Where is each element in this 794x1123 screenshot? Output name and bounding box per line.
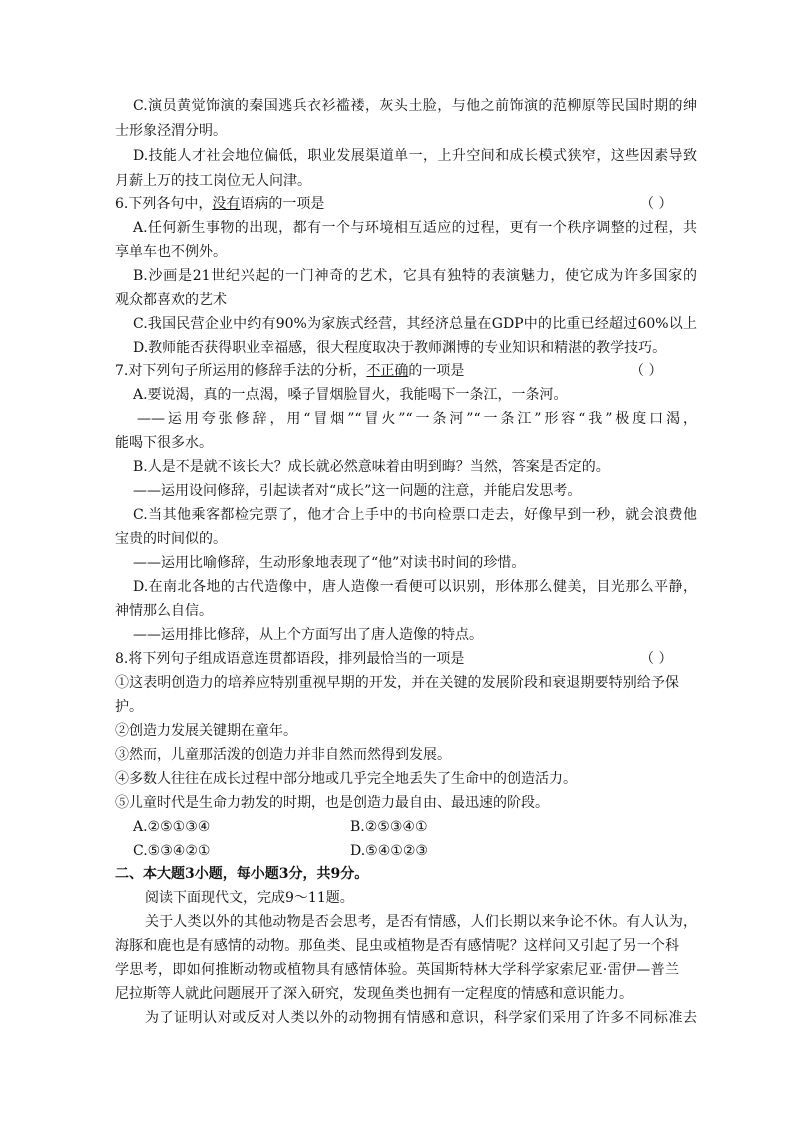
q8-sentence-3: ③然而，儿童那活泼的创造力并非自然而然得到发展。 (115, 747, 451, 763)
q7-option-b-line2: ——运用设问修辞，引起读者对“成长”这一问题的注意，并能启发思考。 (133, 483, 582, 499)
passage-p1-line1: 关于人类以外的其他动物是否会思考，是否有情感，人们长期以来争论不休。有人认为， (145, 914, 697, 930)
question-7-stem (115, 361, 464, 381)
q7-option-b-line1: B.人是不是就不该长大？成长就必然意味着由明到晦？当然，答案是否定的。 (133, 459, 610, 475)
q8-sentence-4: ④多数人往往在成长过程中部分地或几乎完全地丢失了生命中的创造活力。 (115, 771, 577, 787)
q8-option-c: C.⑤③④②① (133, 843, 211, 859)
q8-option-b: B.②⑤③④① (350, 819, 428, 835)
q6-option-a-line2: 享单车也不例外。 (115, 244, 227, 260)
q5-option-d-line2: 月薪上万的技工岗位无人问津。 (115, 173, 311, 189)
q6-option-b-line1: B.沙画是21世纪兴起的一门神奇的艺术，它具有独特的表演魅力，使它成为许多国家的 (133, 268, 697, 284)
question-7-prefix: 7.对下列句子所运用的修辞手法的分析， (115, 363, 367, 379)
question-7-answer-blank: （ ） (630, 363, 663, 379)
q5-option-c-line1: C.演员黄觉饰演的秦国逃兵衣衫褴褛，灰头土脸，与他之前饰演的范柳原等民国时期的绅 (133, 98, 697, 114)
q7-option-c-line1: C.当其他乘客都检完票了，他才合上手中的书向检票口走去，好像早到一秒，就会浪费他 (133, 507, 697, 523)
question-6-prefix: 6.下列各句中， (115, 196, 213, 212)
question-6-suffix: 语病的一项是 (240, 196, 325, 212)
question-7-suffix: 的一项是 (408, 363, 465, 379)
q8-sentence-1-line2: 护。 (115, 699, 143, 715)
question-6-stem (115, 194, 324, 214)
q7-option-d-line1: D.在南北各地的古代造像中，唐人造像一看便可以识别，形体那么健美，目光那么平静， (133, 579, 697, 595)
q5-option-c-line2: 士形象泾渭分明。 (115, 123, 227, 139)
passage-p1-line2: 海豚和鹿也是有感情的动物。那鱼类、昆虫或植物是否有感情呢？这样问又引起了另一个科 (115, 938, 679, 954)
q7-option-d-line3: ——运用排比修辞，从上个方面写出了唐人造像的特点。 (133, 627, 483, 643)
q6-option-d: D.教师能否获得职业幸福感，很大程度取决于教师渊博的专业知识和精湛的教学技巧。 (133, 340, 667, 356)
section-2-heading: 二、本大题3小题，每小题3分，共9分。 (115, 866, 369, 882)
passage-p1-line3: 学思考，即如何推断动物或植物具有感情体验。英国斯特林大学科学家索尼亚·雷伊—普兰 (115, 962, 679, 978)
q7-option-a-line3: 能喝下很多水。 (115, 435, 213, 451)
passage-p2-line1: 为了证明认对或反对人类以外的动物拥有情感和意识，科学家们采用了许多不同标准去 (145, 1010, 697, 1026)
q8-sentence-2: ②创造力发展关键期在童年。 (115, 723, 297, 739)
question-6-answer-blank: （ ） (640, 196, 673, 212)
q7-option-a-line1: A.要说渴，真的一点渴，嗓子冒烟脸冒火，我能喝下一条江，一条河。 (133, 387, 568, 403)
q8-option-a: A.②⑤①③④ (133, 819, 211, 835)
q7-option-d-line2: 神情那么自信。 (115, 603, 213, 619)
q8-sentence-1-line1: ①这表明创造力的培养应特别重视早期的开发，并在关键的发展阶段和衰退期要特别给予保 (115, 675, 679, 691)
q7-option-a-line2: ——运用夸张修辞，用“冒烟”“冒火”“一条河”“一条江”形容“我”极度口渴， (137, 411, 697, 427)
q6-option-b-line2: 观众都喜欢的艺术 (115, 292, 227, 308)
question-6-emphasis: 没有 (212, 196, 241, 212)
passage-p1-line4: 尼拉斯等人就此问题展开了深入研究，发现鱼类也拥有一定程度的情感和意识能力。 (115, 986, 633, 1002)
q6-option-c: C.我国民营企业中约有90%为家族式经营，其经济总量在GDP中的比重已经超过60%以上 (133, 316, 697, 332)
question-7-emphasis: 不正确 (366, 363, 409, 379)
q7-option-c-line3: ——运用比喻修辞，生动形象地表现了“他”对读书时间的珍惜。 (133, 555, 526, 571)
question-8-answer-blank: （ ） (640, 651, 673, 667)
question-8-stem: 8.将下列句子组成语意连贯都语段，排列最恰当的一项是 (115, 651, 465, 667)
reading-instructions: 阅读下面现代文，完成9～11题。 (145, 890, 354, 906)
q7-option-c-line2: 宝贵的时间似的。 (115, 531, 227, 547)
q6-option-a-line1: A.任何新生事物的出现，都有一个与环境相互适应的过程，更有一个秩序调整的过程，共 (133, 220, 697, 236)
q8-sentence-5: ⑤儿童时代是生命力勃发的时期，也是创造力最自由、最迅速的阶段。 (115, 795, 549, 811)
q5-option-d-line1: D.技能人才社会地位偏低，职业发展渠道单一，上升空间和成长模式狭窄，这些因素导致 (133, 148, 697, 164)
q8-option-d: D.⑤④①②③ (350, 843, 428, 859)
